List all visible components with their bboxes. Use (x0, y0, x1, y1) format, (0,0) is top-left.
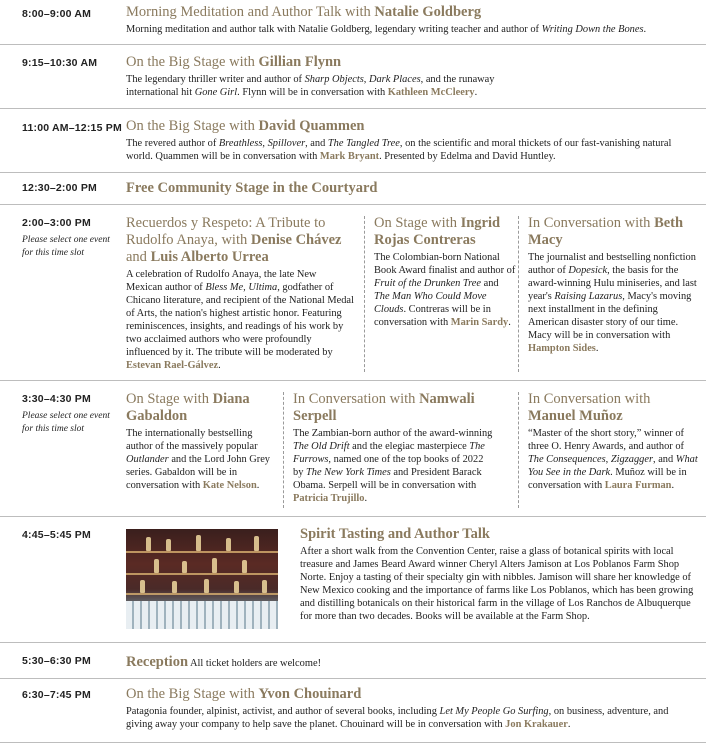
event-description: All ticket holders are welcome! (188, 658, 322, 669)
event-block (126, 54, 546, 99)
event-block (126, 118, 676, 163)
event-title: In Conversation with Beth Macy (528, 215, 684, 248)
event-title: In Conversation with Namwali Serpell (293, 391, 475, 424)
time-slot: 9:15–10:30 AM (22, 57, 98, 69)
bar-photo (126, 529, 278, 629)
time-slot: 12:30–2:00 PM (22, 182, 97, 194)
schedule-row-meditation (0, 0, 706, 45)
schedule-row-spirit-tasting (0, 516, 706, 643)
event-description: The Colombian-born National Book Award finalist and author of Fruit of the Drunken Tree and The Man Who Could Move Clouds. Contreras will be in conversation with Marin Sardy. (374, 252, 516, 328)
event-block-anaya[interactable] (126, 215, 354, 372)
event-description: The revered author of Breathless, Spillover, and The Tangled Tree, on the scientific and moral thickets of our fast-vanishing natural world. Quammen will be in conversation with Mark Bryant. Presented by Edelma and David Huntley. (126, 138, 672, 162)
schedule-row-community (0, 172, 706, 205)
select-one-note: Please select one event for this time slot (22, 411, 110, 434)
time-slot: 2:00–3:00 PM (22, 217, 91, 229)
event-description: The Zambian-born author of the award-winning The Old Drift and the elegiac masterpiece The Furrows, named one of the top books of 2022 by The New York Times and President Barack Obama. Serpell will be in conversation with Patricia Trujillo. (293, 428, 493, 504)
event-block-serpell[interactable] (293, 391, 493, 505)
event-block (126, 4, 696, 36)
schedule-row-330pm (0, 380, 706, 517)
event-title: On the Big Stage with David Quammen (126, 118, 365, 134)
select-one-note: Please select one event for this time slot (22, 235, 110, 258)
event-block (126, 653, 321, 671)
event-block (300, 526, 700, 623)
event-title: Free Community Stage in the Courtyard (126, 180, 378, 196)
event-description: Morning meditation and author talk with Natalie Goldberg, legendary writing teacher and author of Writing Down the Bones. (126, 24, 647, 35)
event-block-contreras[interactable] (374, 215, 516, 329)
time-slot: 3:30–4:30 PM (22, 393, 91, 405)
moderator-link[interactable]: Kathleen McCleery (387, 87, 475, 98)
event-block (126, 686, 686, 731)
moderator-link[interactable]: Laura Furman (604, 480, 672, 491)
event-title: On the Big Stage with Gillian Flynn (126, 54, 342, 70)
column-divider (518, 216, 519, 372)
event-description: Patagonia founder, alpinist, activist, and author of several books, including Let My People Go Surfing, on business, adventure, and giving away your company to help save the planet. Chouinard will be in conversation with Jon Krakauer. (126, 706, 669, 730)
event-block-macy[interactable] (528, 215, 700, 355)
event-title: Morning Meditation and Author Talk with Natalie Goldberg (126, 4, 482, 20)
event-block-gabaldon[interactable] (126, 391, 276, 492)
event-title: On the Big Stage with Yvon Chouinard (126, 686, 362, 702)
event-description: A celebration of Rudolfo Anaya, the late New Mexican author of Bless Me, Ultima, godfather of Chicano literature, and recipient of the National Medal of Arts, the nation's highest artistic honor. Featuring reminiscences, insights, and readings of his work by two acclaimed authors who were profoundly influenced by it. The tribute will be moderated by Estevan Rael-Gálvez. (126, 269, 354, 371)
column-divider (518, 392, 519, 508)
schedule-row-2pm (0, 204, 706, 381)
moderator-link[interactable]: Mark Bryant (319, 151, 380, 162)
time-slot: 4:45–5:45 PM (22, 529, 91, 541)
event-description: After a short walk from the Convention Center, raise a glass of botanical spirits with local treasure and James Beard Award winner Cheryl Alters Jamison at Los Poblanos Farm Shop Norte. Enjoy a tasting of their specialty gin with nibbles. Jamison will share her knowledge of New Mexico cooking and the importance of farms like Los Poblanos, which has been growing and distilling botanicals on their historical farm in the village of Los Ranchos de Albuquerque for more than two decades. Books will be available at the Farm Shop. (300, 546, 694, 622)
time-slot: 5:30–6:30 PM (22, 655, 91, 667)
moderator-link[interactable]: Jon Krakauer (505, 719, 568, 730)
schedule-row-flynn (0, 44, 706, 109)
event-title: On Stage with Ingrid Rojas Contreras (374, 215, 501, 248)
moderator-link[interactable]: Kate Nelson (202, 480, 257, 491)
column-divider (364, 216, 365, 372)
event-description: The journalist and bestselling nonfiction author of Dopesick, the basis for the award-winning Hulu miniseries, and last year's Raising Lazarus, Macy's moving next installment in the defining American disaster story of our time. Macy will be in conversation with Hampton Sides. (528, 252, 697, 354)
moderator-link[interactable]: Estevan Rael-Gálvez (126, 360, 219, 371)
schedule-row-chouinard (0, 678, 706, 743)
event-description: The internationally bestselling author of the massively popular Outlander and the Lord John Grey series. Gabaldon will be in conversation with Kate Nelson. (126, 428, 271, 491)
event-title: Reception (126, 654, 189, 670)
time-slot: 8:00–9:00 AM (22, 8, 92, 20)
time-slot: 11:00 AM–12:15 PM (22, 122, 122, 134)
schedule-row-reception (0, 642, 706, 679)
column-divider (283, 392, 284, 508)
time-slot: 6:30–7:45 PM (22, 689, 91, 701)
event-description: “Master of the short story,” winner of three O. Henry Awards, and author of The Consequences, Zigzagger, and What You See in the Dark. Muñoz will be in conversation with Laura Furman. (528, 428, 698, 491)
event-title: Recuerdos y Respeto: A Tribute to Rudolfo Anaya, with Denise Chávez and Luis Alberto Urrea (126, 215, 342, 265)
schedule-row-quammen (0, 108, 706, 173)
moderator-link[interactable]: Patricia Trujillo (293, 493, 365, 504)
event-title: In Conversation with Manuel Muñoz (528, 391, 651, 424)
event-description: The legendary thriller writer and author of Sharp Objects, Dark Places, and the runaway international hit Gone Girl. Flynn will be in conversation with Kathleen McCleery. (126, 74, 495, 98)
event-title: Spirit Tasting and Author Talk (300, 526, 490, 542)
event-block-munoz[interactable] (528, 391, 700, 492)
moderator-link[interactable]: Hampton Sides (528, 343, 596, 354)
moderator-link[interactable]: Marin Sardy (450, 317, 509, 328)
event-title: On Stage with Diana Gabaldon (126, 391, 250, 424)
